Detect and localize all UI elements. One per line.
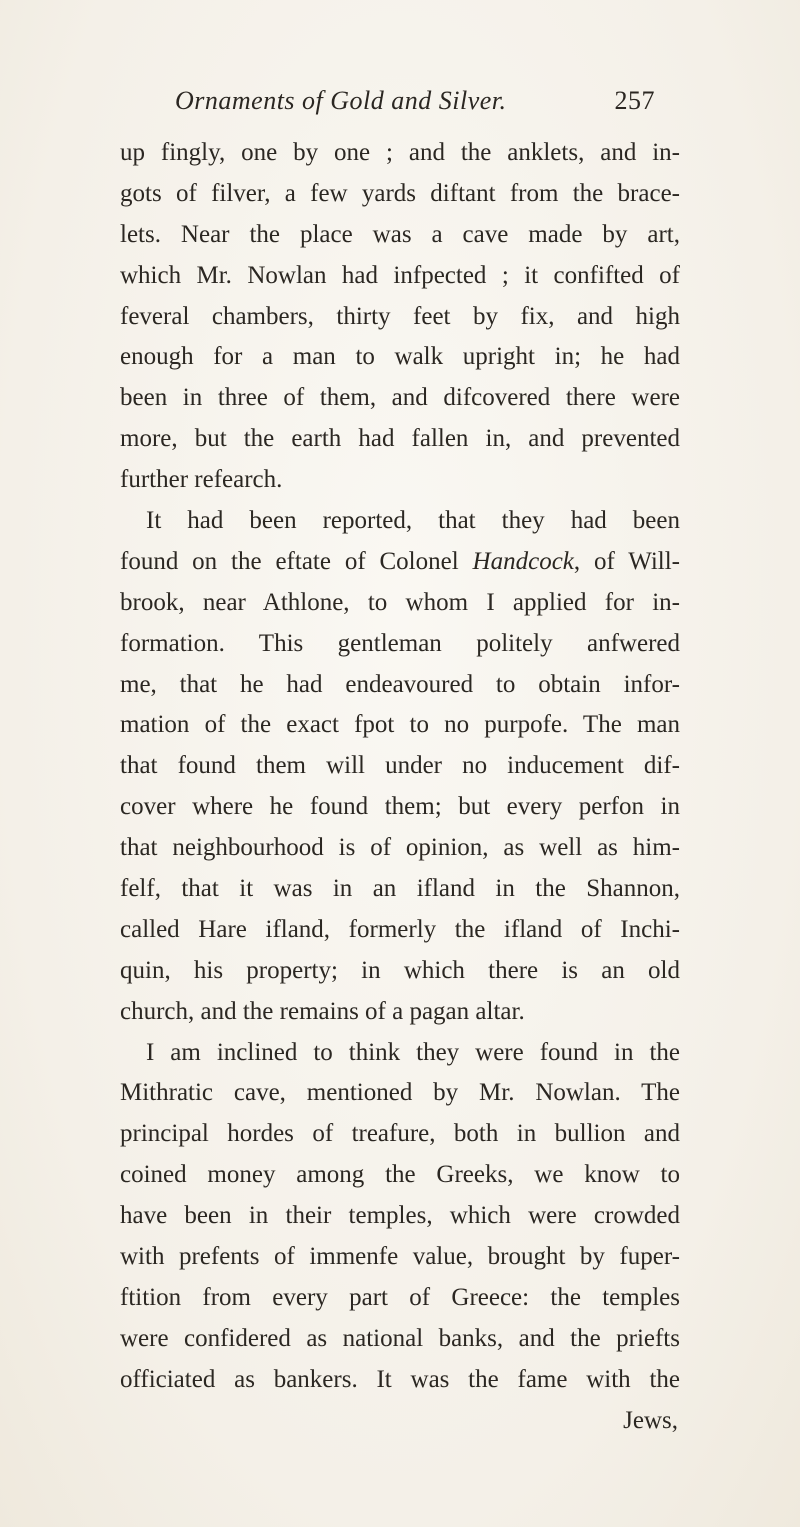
text-line: lets. Near the place was a cave made by art, (120, 220, 680, 248)
running-title: Ornaments of Gold and Silver. (175, 86, 507, 115)
text-line: enough for a man to walk upright in; he had (120, 343, 680, 371)
body-text (120, 133, 680, 1442)
text-line: ftition from every part of Greece: the temples (120, 1283, 680, 1311)
page-number: 257 (614, 86, 655, 115)
text-line: Mithratic cave, mentioned by Mr. Nowlan. The (120, 1079, 680, 1107)
text-line (120, 542, 680, 583)
text-line: called Hare ifland, formerly the ifland of Inchi- (120, 915, 680, 943)
text-line: have been in their temples, which were crowded (120, 1202, 680, 1230)
running-head (175, 86, 655, 122)
text-line: brook, near Athlone, to whom I applied for in- (120, 588, 680, 616)
text-line: with prefents of immenfe value, brought by fuper- (120, 1243, 680, 1271)
text-line: which Mr. Nowlan had infpected ; it confifted of (120, 261, 680, 289)
text-line: officiated as bankers. It was the fame with the (120, 1365, 680, 1393)
paragraph-start-line: It had been reported, that they had been (146, 507, 680, 535)
proper-name-italic: Handcock (472, 547, 574, 575)
paragraph-end-line: further refearch. (120, 466, 283, 494)
text-line: me, that he had endeavoured to obtain infor- (120, 670, 680, 698)
text-line: that found them will under no inducement dif- (120, 752, 680, 780)
text-line: gots of filver, a few yards diftant from the brace- (120, 179, 680, 207)
text-line: up fingly, one by one ; and the anklets, and in- (120, 139, 680, 166)
text-line: more, but the earth had fallen in, and prevented (120, 425, 680, 453)
text-line: formation. This gentleman politely anfwered (120, 629, 680, 657)
paragraph-end-line: church, and the remains of a pagan altar. (120, 997, 525, 1025)
text-line: feveral chambers, thirty feet by fix, and high (120, 302, 680, 330)
text-line: that neighbourhood is of opinion, as well as him- (120, 834, 680, 862)
text-line: quin, his property; in which there is an old (120, 956, 680, 984)
text-line: felf, that it was in an ifland in the Shannon, (120, 875, 680, 903)
catchword: Jews, (623, 1406, 678, 1434)
text-segment: found on the eftate of Colonel (120, 547, 459, 575)
paragraph-start-line: I am inclined to think they were found in the (146, 1038, 680, 1066)
text-line: mation of the exact fpot to no purpofe. The man (120, 711, 680, 739)
text-line: were confidered as national banks, and the priefts (120, 1324, 680, 1352)
text-line: been in three of them, and difcovered there were (120, 384, 680, 412)
text-line: cover where he found them; but every perfon in (120, 793, 680, 821)
text-segment: , of Will- (573, 547, 680, 575)
text-line: principal hordes of treafure, both in bullion and (120, 1120, 680, 1148)
text-line: coined money among the Greeks, we know to (120, 1161, 680, 1189)
